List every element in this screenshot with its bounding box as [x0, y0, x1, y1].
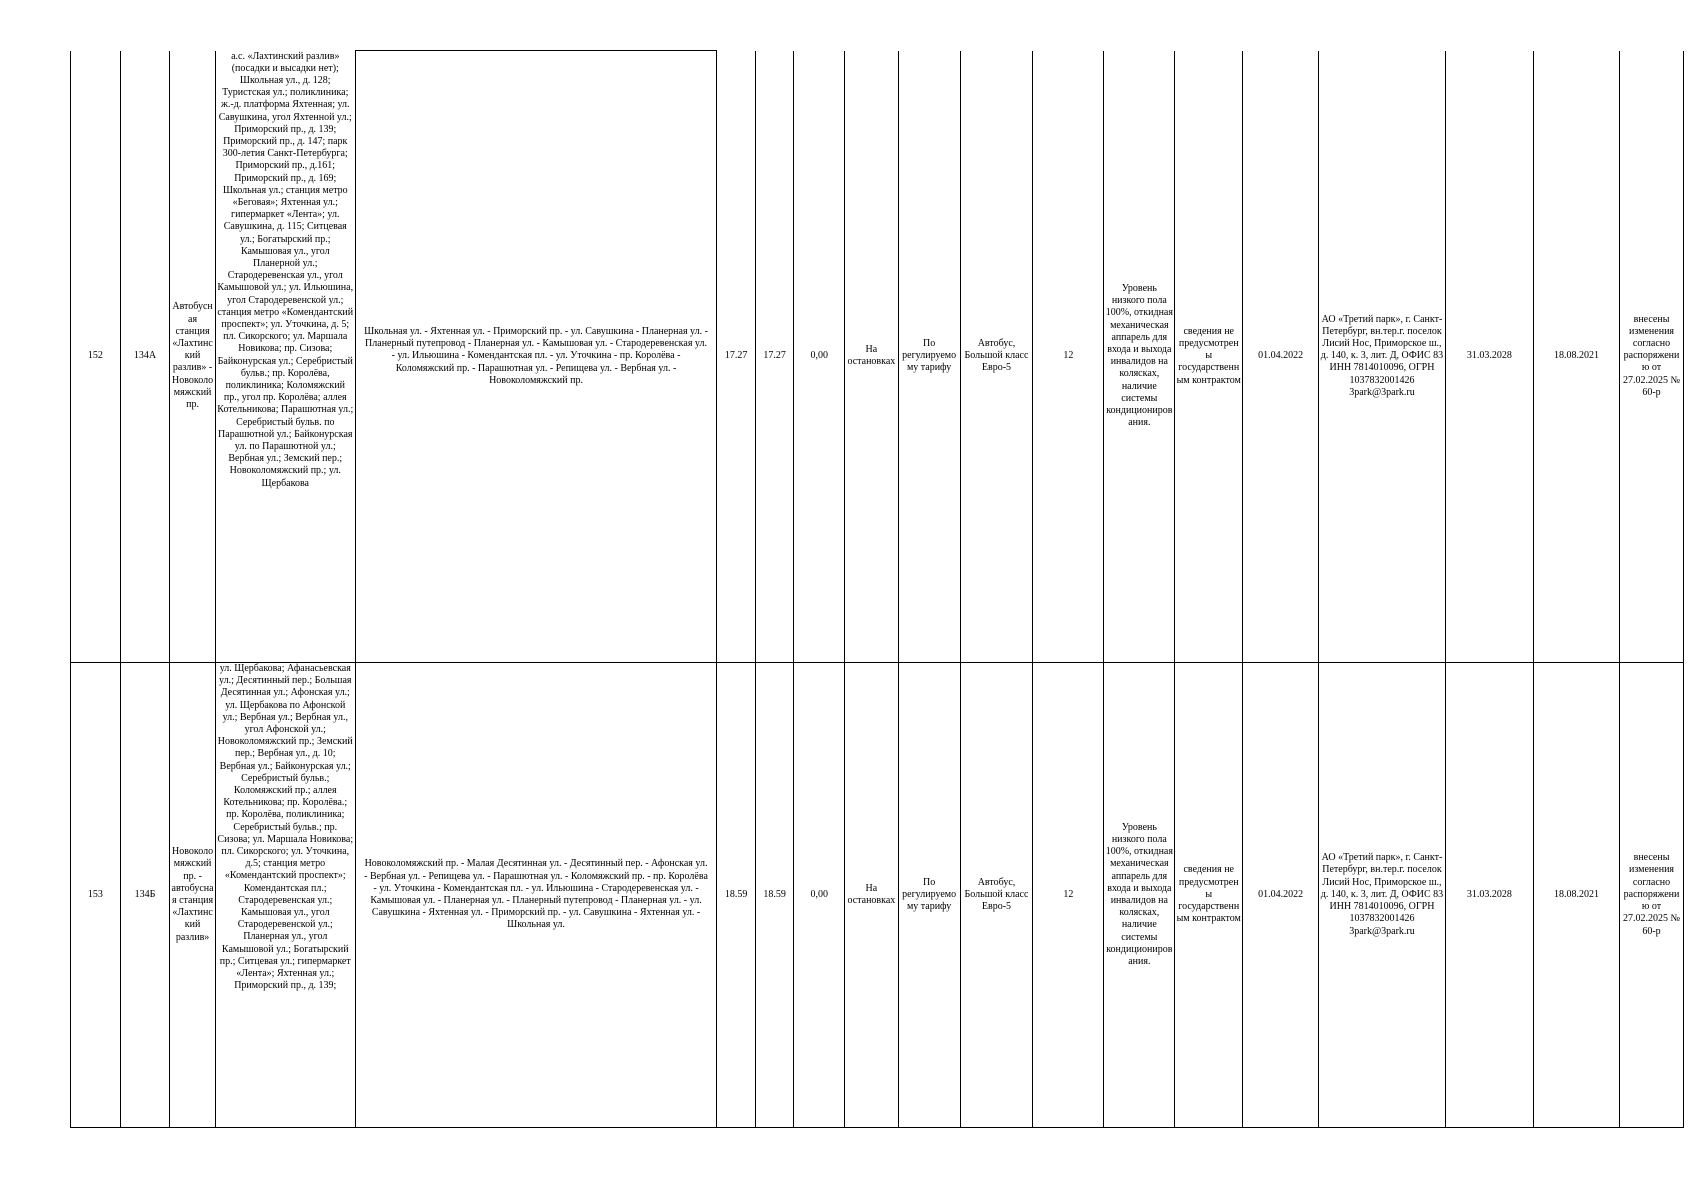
row-note: внесены изменения согласно распоряжению от 27.02.2025 № 60-р [1620, 51, 1684, 663]
between-stops-value: 0,00 [794, 663, 845, 1128]
change-date: 18.08.2021 [1533, 51, 1619, 663]
route-stops: а.с. «Лахтинский разлив» (посадки и высадки нет); Школьная ул., д. 128; Туристская ул.; поликлиника; ж.-д. платформа Яхтенная; ул. Савушкина, угол Яхтенной ул.; Приморский пр., д. 139; Приморский пр., д. 147; парк 300-летия Санкт-Петербурга; Приморский пр., д.161; Приморский пр., д. 169; Школьная ул.; станция метро «Беговая»; Яхтенная ул.; гипермаркет «Лента»; ул. Савушкина, д. 115; Ситцевая ул.; Богатырский пр.; Камышовая ул., угол Планерной ул.; Стародеревенская ул., угол Камышовой ул.; ул. Ильюшина, угол Стародеревенской ул.; станция метро «Комендантский проспект»; ул. Уточкина, д. 5; пл. Сикорского; ул. Маршала Новикова; пр. Сизова; Байконурская ул.; Серебристый бульв.; пр. Королёва, поликлиника; Коломяжский пр., угол пр. Королёва; аллея Котельникова; Парашютная ул.; Серебристый бульв. по Парашютной ул.; Байконурская ул. по Парашютной ул.; Вербная ул.; Земский пер.; Новоколомяжский пр.; ул. Щербакова [215, 51, 355, 663]
route-name: Новоколомяжский пр. - автобусная станция «Лахтинский разлив» [170, 663, 216, 1128]
route-number: 134Б [120, 663, 170, 1128]
vehicle-count: 12 [1033, 663, 1104, 1128]
tariff-type: По регулируемому тарифу [898, 663, 960, 1128]
contract-info: сведения не предусмотрены государственным контрактом [1175, 663, 1243, 1128]
change-date: 18.08.2021 [1533, 663, 1619, 1128]
route-stops: ул. Щербакова; Афанасьевская ул.; Десятинный пер.; Большая Десятинная ул.; Афонская ул.; ул. Щербакова по Афонской ул.; Вербная ул.; Вербная ул., угол Афонской ул.; Новоколомяжский пр.; Земский пер.; Вербная ул., д. 10; Вербная ул.; Байконурская ул.; Серебристый бульв.; Коломяжский пр.; аллея Котельникова; пр. Королёва.; пр. Королёва, поликлиника; Серебристый бульв.; пр. Сизова; ул. Маршала Новикова; пл. Сикорского; ул. Уточкина, д.5; станция метро «Комендантский проспект»; Комендантская пл.; Стародеревенская ул.; Камышовая ул., угол Стародеревенской ул.; Планерная ул., угол Камышовой ул.; Богатырский пр.; Ситцевая ул.; гипермаркет «Лента»; Яхтенная ул.; Приморский пр., д. 139; [215, 663, 355, 1128]
table-row [71, 663, 1684, 1128]
vehicle-class: Автобус, Большой класс Евро-5 [960, 51, 1033, 663]
route-streets: Новоколомяжский пр. - Малая Десятинная ул. - Десятинный пер. - Афонская ул. - Вербная ул. - Репищева ул. - Парашютная ул. - Коломяжский пр. - пр. Королёва - ул. Уточкина - Комендантская пл. - ул. Ильюшина - Стародеревенская ул. - Камышовая ул. - Планерная ул. - Планерный путепровод - Планерная ул. - ул. Савушкина - Яхтенная ул. - Приморский пр. - ул. Савушкина - Яхтенная ул. - Школьная ул. [355, 663, 717, 1128]
start-date: 01.04.2022 [1243, 663, 1319, 1128]
vehicle-count: 12 [1033, 51, 1104, 663]
stop-order: На остановках [845, 51, 899, 663]
route-length-forward: 18.59 [717, 663, 756, 1128]
vehicle-features: Уровень низкого пола 100%, откидная механическая аппарель для входа и выхода инвалидов на колясках, наличие системы кондиционирования. [1104, 51, 1175, 663]
row-note: внесены изменения согласно распоряжению от 27.02.2025 № 60-р [1620, 663, 1684, 1128]
carrier-info: АО «Третий парк», г. Санкт-Петербург, вн.тер.г. поселок Лисий Нос, Приморское ш., д. 140, к. 3, лит. Д, ОФИС 83 ИНН 7814010096, ОГРН 1037832001426 3park@3park.ru [1319, 51, 1446, 663]
route-length-back: 18.59 [755, 663, 794, 1128]
route-number: 134А [120, 51, 170, 663]
row-number: 153 [71, 663, 121, 1128]
vehicle-features: Уровень низкого пола 100%, откидная механическая аппарель для входа и выхода инвалидов на колясках, наличие системы кондиционирования. [1104, 663, 1175, 1128]
table-row [71, 51, 1684, 663]
route-streets: Школьная ул. - Яхтенная ул. - Приморский пр. - ул. Савушкина - Планерная ул. - Планерный путепровод - Планерная ул. - Камышовая ул. - Стародеревенская ул. - ул. Ильюшина - Комендантская пл. - ул. Уточкина - пр. Королёва - Коломяжский пр. - Парашютная ул. - Репищева ул. - Вербная ул. - Новоколомяжский пр. [355, 51, 717, 663]
end-date: 31.03.2028 [1445, 51, 1533, 663]
route-length-back: 17.27 [755, 51, 794, 663]
contract-info: сведения не предусмотрены государственным контрактом [1175, 51, 1243, 663]
carrier-info: АО «Третий парк», г. Санкт-Петербург, вн.тер.г. поселок Лисий Нос, Приморское ш., д. 140, к. 3, лит. Д, ОФИС 83 ИНН 7814010096, ОГРН 1037832001426 3park@3park.ru [1319, 663, 1446, 1128]
route-name: Автобусная станция «Лахтинский разлив» - Новоколомяжский пр. [170, 51, 216, 663]
row-number: 152 [71, 51, 121, 663]
between-stops-value: 0,00 [794, 51, 845, 663]
route-length-forward: 17.27 [717, 51, 756, 663]
vehicle-class: Автобус, Большой класс Евро-5 [960, 663, 1033, 1128]
tariff-type: По регулируемому тарифу [898, 51, 960, 663]
start-date: 01.04.2022 [1243, 51, 1319, 663]
end-date: 31.03.2028 [1445, 663, 1533, 1128]
route-registry-table [70, 50, 1684, 1128]
stop-order: На остановках [845, 663, 899, 1128]
